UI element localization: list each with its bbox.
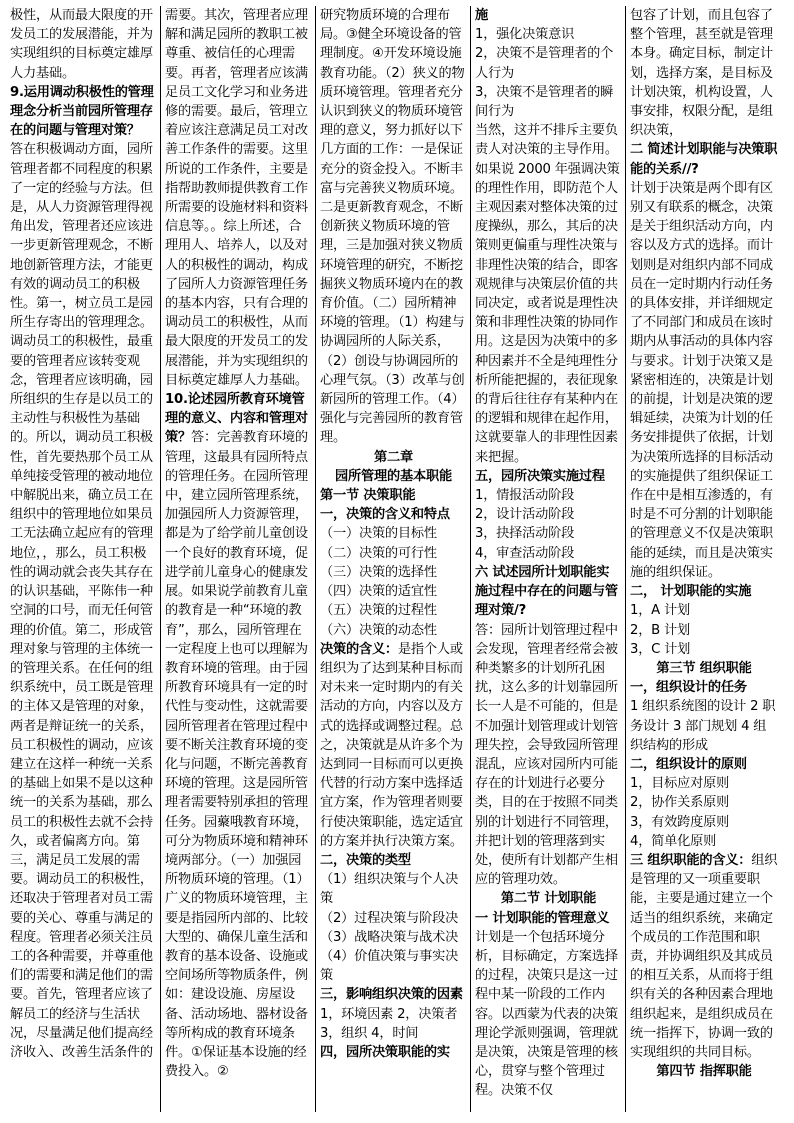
paragraph xyxy=(475,621,622,890)
body-text: （1）组织决策与个人决策 xyxy=(320,872,459,907)
heading-text: 9.运用调动积极性的管理理念分析当前园所管理存在的问题与管理对策？ xyxy=(10,84,154,139)
paragraph xyxy=(320,505,467,524)
paragraph xyxy=(630,755,778,774)
body-text: 4，简单化原则 xyxy=(630,833,717,849)
heading-text: 二，决策的类型 xyxy=(320,852,411,868)
paragraph xyxy=(630,832,778,851)
body-text: 1，强化决策意识 xyxy=(475,27,575,43)
paragraph xyxy=(320,985,467,1004)
paragraph xyxy=(475,83,622,121)
text-column-2 xyxy=(161,6,316,1112)
paragraph xyxy=(10,83,157,141)
body-text: 答：园所计划管理过程中会发现，管理者经常会被种类繁多的计划所孔困扰，这么多的计划靠园所长一人是不可能的，但是不加强计划管理或计划管理失控，会导致园所管理混乱，应该对园所内可能存在的计划进行必要分类，目的在于按照不同类别的计划进行不同管理，并把计划的管理落到实处，使所有计划都产生相应的管理功效。 xyxy=(475,622,618,888)
paragraph xyxy=(475,928,622,1101)
body-text: 研究物质环境的合理布局。③健全环境设备的管理制度。④开发环境设施教育功能。（2）狭义的物质环境管理。管理者充分认识到狭义的物质环境管理的意义，努力抓好以下几方面的工作：一是保证充分的资金投入。不断丰富与完善狭义物质环境。二是更新教育观念，不断创新狭义物质环境的管理，三是加强对狭义物质环境管理的研究，不断挖掘狭义物质环境内在的教育价值。（二）园所精神环境的管理。（1）构建与协调园所的人际关系，（2）创设与协调园所的心理气氛。（3）改革与创新园所的管理工作。（4）强化与完善园所的教育管理。 xyxy=(320,8,465,446)
body-text: （2）过程决策与阶段决 xyxy=(320,910,459,926)
paragraph xyxy=(630,793,778,812)
body-text: （4）价值决策与事实决策 xyxy=(320,948,459,984)
heading-text: 决策的含义： xyxy=(320,641,398,657)
heading-text: 二，组织设计的原则 xyxy=(630,756,747,772)
body-text: 3，有效跨度原则 xyxy=(630,814,730,830)
body-text: 2，决策不是管理者的个人行为 xyxy=(475,46,614,81)
paragraph xyxy=(630,659,778,678)
paragraph xyxy=(475,25,622,44)
paragraph xyxy=(320,1043,467,1062)
paragraph xyxy=(630,140,778,178)
paragraph xyxy=(475,6,622,25)
paragraph xyxy=(630,6,778,140)
paragraph xyxy=(475,467,622,486)
paragraph xyxy=(475,544,622,563)
paragraph xyxy=(630,640,778,659)
body-text: 组织是管理的又一项重要职能，主要是通过建立一个适当的组织系统，来确定个成员的工作范围和职责，并协调组织及其成员的相互关系，从而将于组织有关的各种因素合理地组织起来，是组织成员在统一指挥下，协调一致的实现组织的共同目标。 xyxy=(630,852,778,1060)
paragraph xyxy=(320,870,467,908)
body-text: 答：完善教育环境的管理，这最具有园所特点的管理任务。在园所管理中，建立园所管理系统，加强园所人力资源管理，都是为了给学前儿童创设一个良好的教育环境，促进学前儿童身心的健康发展。如果说学前教育儿童的教育是一种“环境的教育”，那么，园所管理在一定程度上也可以理解为教育环境的管理。由于园所教育环境具有一定的时代性与变动性，这就需要园所管理者在管理过程中要不断关注教育环境的变化与问题，不断完善教育环境的管理。这是园所管理者需要特别承担的管理任务。园藂哦教育环境，可分为物质环境和精神环境两部分。（一）加强园所物质环境的管理。（1）广义的物质环境管理，主要是指园所内部的、比较大型的、确保儿童生活和教育的基本设备、设施或空间场所等物质条件，例如：建设设施、房屋设备、活动场地、器材设备等所构成的教育环境条件。①保证基本设施的经费投入。② xyxy=(165,430,310,1080)
paragraph xyxy=(165,6,312,390)
heading-text: 一，决策的含义和特点 xyxy=(320,507,450,523)
paragraph xyxy=(475,909,622,928)
heading-text: 五，园所决策实施过程 xyxy=(475,468,605,484)
paragraph xyxy=(10,6,157,83)
paragraph xyxy=(630,621,778,640)
heading-text: 施 xyxy=(475,8,488,23)
paragraph xyxy=(320,601,467,620)
body-text: 3，抉择活动阶段 xyxy=(475,526,575,542)
body-text: 3，决策不是管理者的瞬间行为 xyxy=(475,84,614,120)
heading-text: 二 简述计划职能与决策职能的关系//? xyxy=(630,142,778,177)
paragraph xyxy=(320,524,467,543)
body-text: 当然，这并不排斥主要负责人对决策的主导作用。如果说 2000 年强调决策的理性作用，即防范个人主观因素对整体决策的过度操纵，那么，其后的决策则更偏重与理性决策与非理性决策的结合，即客观规律与决策层价值的共同决定，或者说是理性决策和非理性决策的协同作用。这是因为决策中的多种因素并不全是纯理性分析所能把握的，表征现象的背后往往存有某种内在的逻辑和规律在起作用，这就要靠人的非理性因素来把握。 xyxy=(475,123,620,465)
paragraph xyxy=(320,582,467,601)
heading-text: 三 组织职能的含义： xyxy=(630,852,752,868)
paragraph xyxy=(320,640,467,851)
paragraph xyxy=(630,582,778,601)
paragraph xyxy=(165,390,312,1081)
body-text: 1，A 计划 xyxy=(630,603,690,619)
paragraph xyxy=(320,1005,467,1043)
body-text: 极性，从而最大限度的开发员工的发展潜能，并为实现组织的目标奠定雄厚人力基础。 xyxy=(10,8,153,81)
paragraph xyxy=(10,140,157,1062)
heading-text: 四，园所决策职能的实 xyxy=(320,1044,450,1060)
paragraph xyxy=(320,448,467,467)
body-text: （六）决策的动态性 xyxy=(320,622,437,638)
paragraph xyxy=(320,6,467,448)
heading-text: 第二章 xyxy=(374,449,413,465)
body-text: 1，环境因素 2，决策者 3，组织 4，时间 xyxy=(320,1006,458,1041)
body-text: （四）决策的适宜性 xyxy=(320,584,437,600)
paragraph xyxy=(320,486,467,505)
paragraph xyxy=(320,467,467,486)
text-column-3 xyxy=(316,6,471,1112)
body-text: 1，目标应对原则 xyxy=(630,776,730,792)
body-text: 包容了计划，而且包容了整个管理，甚至就是管理本身。确定目标，制定计划，选择方案，是目标及计划决策，机构设置，人事安排，权限分配，是组织决策， xyxy=(630,8,773,139)
body-text: （二）决策的可行性 xyxy=(320,545,437,561)
paragraph xyxy=(630,678,778,697)
body-text: 需要。其次，管理者应理解和满足园所的教职工被尊重、被信任的心理需要。再者，管理者应该满足员工文化学习和业务进修的需要。最后，管理立着应该注意满足员工对改善工作条件的需要。这里所说的工作条件，主要是指帮助教师提供教育工作所需要的设施材料和资料信息等。。综上所述，合理用人、培养人，以及对人的积极性的调动，构成了园所人力资源管理任务的基本内容，只有合理的调动员工的积极性，从而最大限度的开发员工的发展潜能，并为实现组织的目标奠定雄厚人力基础。 xyxy=(165,8,308,388)
body-text: （三）决策的选择性 xyxy=(320,564,437,580)
paragraph xyxy=(630,1062,778,1081)
body-text: 1，情报活动阶段 xyxy=(475,488,575,504)
body-text: 2，B 计划 xyxy=(630,622,690,638)
heading-text: 第三节 组织职能 xyxy=(656,660,752,676)
heading-text: 10.论述园所教育环境管理的意义、内容和管理对策？ xyxy=(165,392,308,446)
heading-text: 第二节 计划职能 xyxy=(500,891,597,907)
body-text: （一）决策的目标性 xyxy=(320,526,437,542)
paragraph xyxy=(320,544,467,563)
paragraph xyxy=(630,601,778,620)
paragraph xyxy=(475,44,622,82)
body-text: 是指个人或组织为了达到某种目标而对未来一定时期内的有关活动的方向，内容以及方式的选择或调整过程。总之，决策就是从许多个为达到同一目标而可以更换代替的行动方案中选择适宜方案，作为管理者则要行使决策职能，选定适宜的方案并执行决策方案。 xyxy=(320,641,463,849)
text-column-5 xyxy=(626,6,781,1112)
paragraph xyxy=(320,928,467,947)
paragraph xyxy=(475,889,622,908)
body-text: 答在积极调动方面，园所管理者都不同程度的积累了一定的经验与方法。但是，从人力资源管理得视角出发，管理者还应该进一步更新管理观念，不断地创新管理方法，才能更有效的调动员工的积极性。第一，树立员工是园所生存寄出的管理理念。调动员工的积极性，最重要的管理者应该转变观念，管理者应该明确，园所组织的生存是以员工的主动性与积极性为基础的。所以，调动员工积极性，首先要热那个员工从单纯接受管理的被动地位中解脱出来，确立员工在组织中的管理地位如果员工无法确立起应有的管理地位，，那么，员工积极性的调动就会丧失其存在的认识基础，平陈伟一种空洞的口号，而无任何管理的价值。第二，形成管理对象与管理的主体统一的管理关系。在任何的组织系统中，员工既是管理的主体又是管理的对象，两者是辩证统一的关系，员工积极性的调动，应该建立在这样一种统一关系的基础上如果不是以这种统一的关系为基础，那么员工的积极性去就不会持久，或者偏离方向。第三，满足员工发展的需要。调动员工的积极性，还取决于管理者对员工需要的关心、尊重与满足的程度。管理者必须关注员工的各种需要，并尊重他们的需要和满足他们的需要。首先，管理者应该了解员工的经济与生活状况，尽量满足他们提高经济收入、改善生活条件的 xyxy=(10,142,153,1060)
heading-text: 三，影响组织决策的因素 xyxy=(320,987,463,1003)
heading-text: 第一节 决策职能 xyxy=(320,488,416,504)
paragraph xyxy=(475,121,622,467)
paragraph xyxy=(320,947,467,985)
paragraph xyxy=(630,774,778,793)
paragraph xyxy=(630,179,778,582)
body-text: 3，C 计划 xyxy=(630,641,691,657)
document-page xyxy=(6,6,788,1112)
text-column-1 xyxy=(6,6,161,1112)
heading-text: 第四节 指挥职能 xyxy=(656,1064,752,1080)
body-text: 计划是一个包括环境分析，目标确定，方案选择的过程，决策只是这一过程中某一阶段的工作内容。以西蒙为代表的决策理论学派则强调，管理就是决策，决策是管理的核心，贯穿与整个管理过程。决策不仅 xyxy=(475,929,618,1099)
paragraph xyxy=(320,909,467,928)
paragraph xyxy=(475,524,622,543)
heading-text: 一，组织设计的任务 xyxy=(630,680,747,696)
body-text: 2，协作关系原则 xyxy=(630,795,730,811)
paragraph xyxy=(475,486,622,505)
paragraph xyxy=(630,697,778,755)
paragraph xyxy=(320,563,467,582)
body-text: （五）决策的过程性 xyxy=(320,603,437,619)
body-text: 计划于决策是两个即有区别又有联系的概念，决策是关于组织活动方向，内容以及方式的选择。而计划则是对组织内部不同成员在一定时期内行动任务的具体安排，并详细规定了不同部门和成员在该时期内从事活动的具体内容与要求。计划于决策又是紧密相连的，决策是计划的前提，计划是决策的逻辑延续，决策为计划的任务安排提供了依据，计划为决策所选择的目标活动的实施提供了组织保证工作在中是相互渗透的，有时是不可分割的计划职能的管理意义不仅是决策职能的延续，而且是决策实施的组织保证。 xyxy=(630,180,773,580)
body-text: 4，审查活动阶段 xyxy=(475,545,575,561)
heading-text: 园所管理的基本职能 xyxy=(335,468,452,484)
paragraph xyxy=(630,813,778,832)
paragraph xyxy=(320,851,467,870)
heading-text: 二， 计划职能的实施 xyxy=(630,584,752,600)
heading-text: 一 计划职能的管理意义 xyxy=(475,910,610,926)
paragraph xyxy=(475,563,622,621)
text-column-4 xyxy=(471,6,626,1112)
paragraph xyxy=(320,621,467,640)
body-text: （3）战略决策与战术决 xyxy=(320,929,459,945)
body-text: 1 组织系统图的设计 2 职务设计 3 部门规划 4 组织结构的形成 xyxy=(630,699,776,753)
paragraph xyxy=(475,505,622,524)
heading-text: 六 试述园所计划职能实施过程中存在的问题与管理对策/? xyxy=(475,564,618,619)
paragraph xyxy=(630,851,778,1062)
body-text: 2，设计活动阶段 xyxy=(475,507,575,523)
